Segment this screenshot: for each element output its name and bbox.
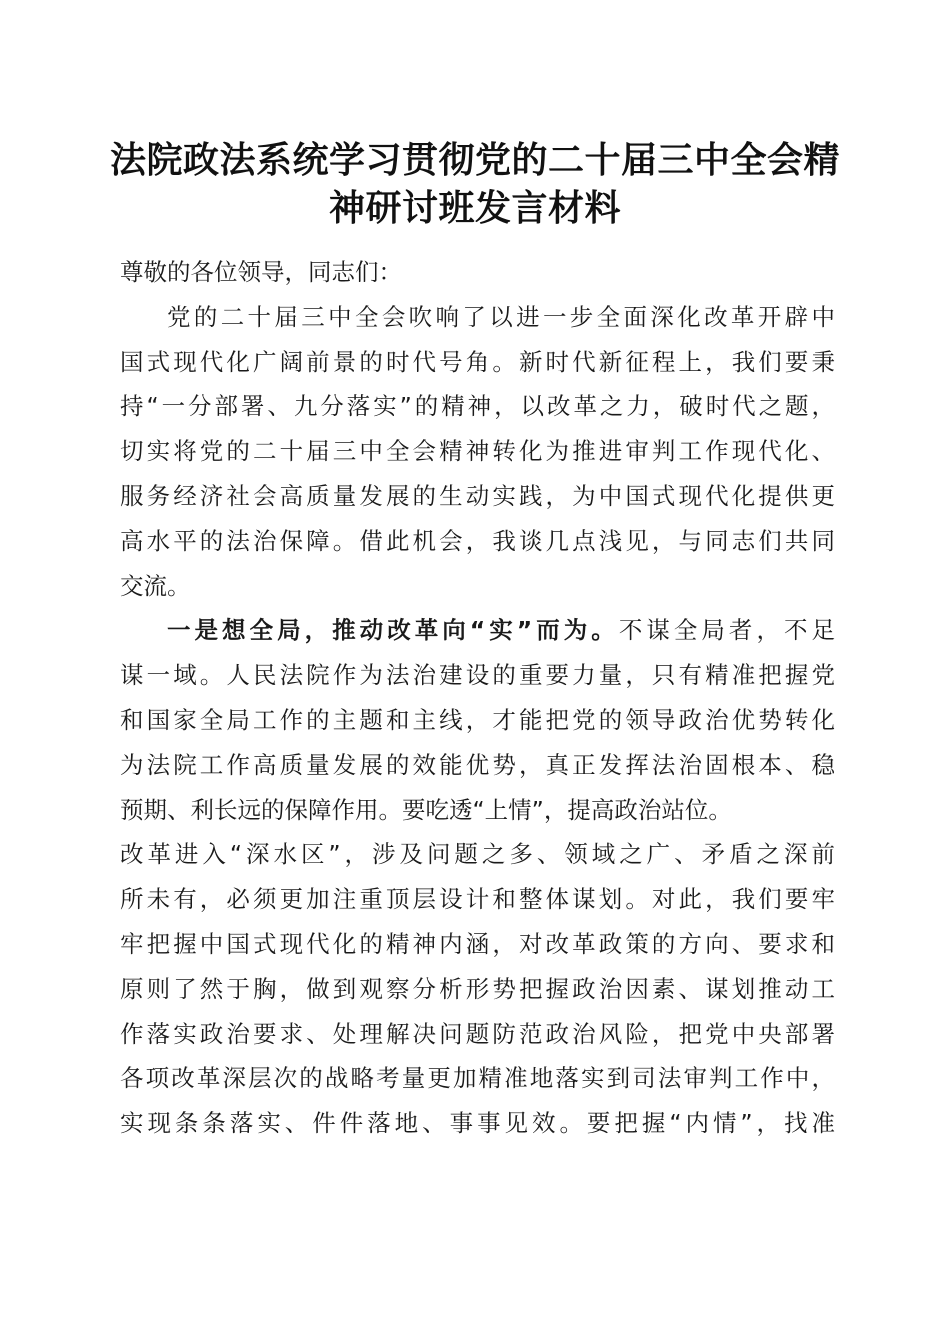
document-body bbox=[120, 250, 835, 1146]
paragraph-2-line: 原则了然于胸，做到观察分析形势把握政治因素、谋划推动工 bbox=[120, 974, 835, 1003]
paragraph-1-line: 服务经济社会高质量发展的生动实践，为中国式现代化提供更 bbox=[120, 481, 835, 510]
paragraph-2-line: 实现条条落实、件件落地、事事见效。要把握“内情”，找准 bbox=[120, 1109, 835, 1138]
paragraph-1-line: 党的二十届三中全会吹响了以进一步全面深化改革开辟中 bbox=[167, 302, 835, 331]
paragraph-2-first-line bbox=[120, 608, 835, 653]
title-line-2: 神研讨班发言材料 bbox=[328, 187, 621, 229]
paragraph-2-line: 作落实政治要求、处理解决问题防范政治风险，把党中央部署 bbox=[120, 1019, 835, 1048]
paragraph-2-line: 改革进入“深水区”，涉及问题之多、领域之广、矛盾之深前 bbox=[120, 840, 835, 869]
paragraph-1-line: 切实将党的二十届三中全会精神转化为推进审判工作现代化、 bbox=[120, 437, 835, 466]
paragraph-1-line: 持“一分部署、九分落实”的精神，以改革之力，破时代之题， bbox=[120, 392, 835, 421]
paragraph-1-line: 交流。 bbox=[120, 571, 191, 600]
paragraph-2-first-rest: 不谋全局者，不足 bbox=[618, 616, 836, 645]
paragraph-2-line: 为法院工作高质量发展的效能优势，真正发挥法治固根本、稳 bbox=[120, 750, 835, 779]
salutation: 尊敬的各位领导，同志们： bbox=[120, 258, 402, 286]
paragraph-2-line: 和国家全局工作的主题和主线，才能把党的领导政治优势转化 bbox=[120, 705, 835, 734]
paragraph-2-heading: 一是想全局，推动改革向“实”而为。 bbox=[167, 616, 619, 645]
paragraph-2-line: 各项改革深层次的战略考量更加精准地落实到司法审判工作中， bbox=[120, 1064, 835, 1093]
paragraph-1-line: 高水平的法治保障。借此机会，我谈几点浅见，与同志们共同 bbox=[120, 526, 835, 555]
paragraph-2-line: 牢把握中国式现代化的精神内涵，对改革政策的方向、要求和 bbox=[120, 929, 835, 958]
paragraph-1-line: 国式现代化广阔前景的时代号角。新时代新征程上，我们要秉 bbox=[120, 347, 835, 376]
paragraph-2-line: 预期、利长远的保障作用。要吃透“上情”，提高政治站位。 bbox=[120, 795, 732, 824]
paragraph-2-line: 所未有，必须更加注重顶层设计和整体谋划。对此，我们要牢 bbox=[120, 885, 835, 914]
paragraph-2-line: 谋一域。人民法院作为法治建设的重要力量，只有精准把握党 bbox=[120, 661, 835, 690]
document-title bbox=[100, 136, 850, 232]
title-line-1: 法院政法系统学习贯彻党的二十届三中全会精 bbox=[109, 139, 840, 181]
